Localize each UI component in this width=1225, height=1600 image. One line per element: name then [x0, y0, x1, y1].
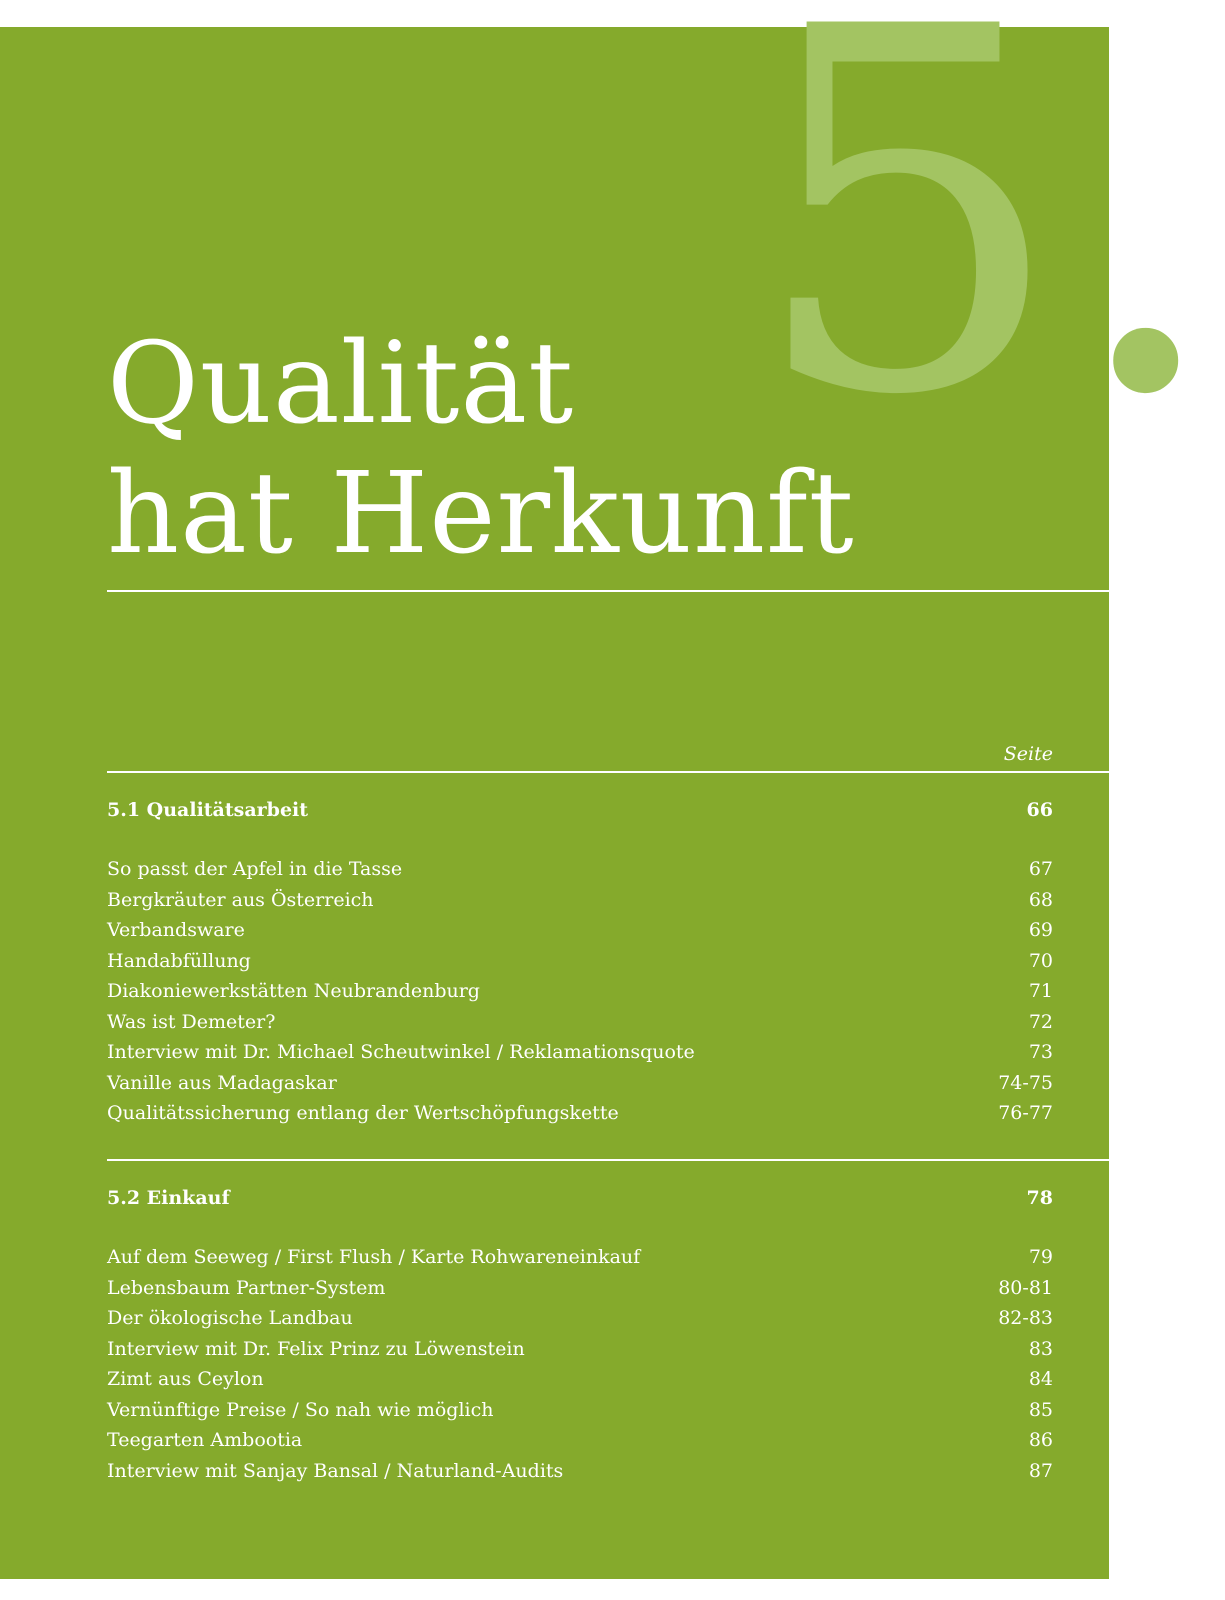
- toc-entry-title: Vanille aus Madagaskar: [107, 1071, 337, 1094]
- toc-section-title: 5.2 Einkauf: [107, 1187, 230, 1209]
- toc-entry-page: 82-83: [998, 1307, 1053, 1329]
- toc-entry-title: Lebensbaum Partner-System: [107, 1276, 386, 1299]
- toc-section-title: 5.1 Qualitätsarbeit: [107, 799, 309, 821]
- toc-entry-title: Auf dem Seeweg / First Flush / Karte Rohwareneinkauf: [107, 1246, 641, 1268]
- toc-entry[interactable]: [107, 976, 1053, 1007]
- toc-entry-page: 74-75: [998, 1071, 1053, 1094]
- toc-entry[interactable]: [107, 1395, 1053, 1426]
- toc-entry-title: Zimt aus Ceylon: [107, 1368, 264, 1390]
- toc-entry-page: 73: [1028, 1041, 1053, 1063]
- toc-entry-page: 71: [1028, 980, 1053, 1002]
- toc-entry-title: Interview mit Dr. Felix Prinz zu Löwenstein: [107, 1337, 525, 1360]
- toc-entry[interactable]: [107, 1242, 1053, 1273]
- toc-entry-title: Verbandsware: [107, 919, 245, 941]
- toc-entry-page: 68: [1028, 888, 1053, 911]
- toc-entry[interactable]: [107, 1425, 1053, 1456]
- toc-entry-title: Diakoniewerkstätten Neubrandenburg: [107, 980, 480, 1002]
- chapter-number: 5.: [748, 0, 1225, 504]
- page-column-header: Seite: [1003, 743, 1053, 765]
- toc-entry[interactable]: [107, 1364, 1053, 1395]
- toc-entry[interactable]: [107, 1098, 1053, 1129]
- toc-entry-page: 84: [1028, 1368, 1053, 1390]
- toc-entry-page: 80-81: [998, 1276, 1053, 1299]
- toc-entry-page: 86: [1028, 1429, 1053, 1451]
- toc-section-heading[interactable]: [107, 799, 1053, 821]
- toc-entry-page: 70: [1028, 949, 1053, 972]
- toc-entry-page: 76-77: [998, 1102, 1053, 1124]
- toc-entry-title: Interview mit Dr. Michael Scheutwinkel / Reklamationsquote: [107, 1041, 695, 1063]
- toc-entry-page: 83: [1028, 1337, 1053, 1360]
- toc-entry-page: 69: [1028, 919, 1053, 941]
- title-divider: [107, 590, 1109, 592]
- toc-entry[interactable]: [107, 1456, 1053, 1487]
- toc-entry[interactable]: [107, 1007, 1053, 1038]
- chapter-title: [107, 319, 855, 579]
- toc-entry-title: Vernünftige Preise / So nah wie möglich: [107, 1398, 494, 1421]
- toc-entry-title: So passt der Apfel in die Tasse: [107, 858, 403, 880]
- toc-entry-title: Qualitätssicherung entlang der Wertschöpfungskette: [107, 1102, 619, 1124]
- chapter-title-line-2: hat Herkunft: [107, 449, 855, 579]
- toc-entry[interactable]: [107, 946, 1053, 977]
- toc-divider-top: [107, 771, 1109, 773]
- toc-entry[interactable]: [107, 1273, 1053, 1304]
- toc-entry-page: 79: [1028, 1246, 1053, 1268]
- toc-entry-title: Teegarten Ambootia: [107, 1429, 303, 1451]
- toc-entry-title: Interview mit Sanjay Bansal / Naturland-Audits: [107, 1459, 564, 1482]
- toc-entry-list: [107, 854, 1053, 1129]
- toc-entry-title: Handabfüllung: [107, 949, 251, 972]
- toc-entry-page: 72: [1028, 1010, 1053, 1033]
- toc-entry-list: [107, 1242, 1053, 1486]
- toc-entry[interactable]: [107, 915, 1053, 946]
- toc-entry-page: 67: [1028, 858, 1053, 880]
- toc-section-page: 78: [1026, 1187, 1053, 1209]
- toc-entry-title: Bergkräuter aus Österreich: [107, 888, 374, 911]
- toc-entry-title: Der ökologische Landbau: [107, 1307, 353, 1329]
- chapter-title-line-1: Qualität: [107, 319, 575, 449]
- toc-section-divider: [107, 1159, 1109, 1161]
- toc-entry[interactable]: [107, 1068, 1053, 1099]
- toc-entry-page: 85: [1028, 1398, 1053, 1421]
- toc-section-page: 66: [1026, 799, 1053, 821]
- toc-entry[interactable]: [107, 1334, 1053, 1365]
- toc-entry[interactable]: [107, 854, 1053, 885]
- toc-entry[interactable]: [107, 885, 1053, 916]
- toc-entry-title: Was ist Demeter?: [107, 1010, 276, 1033]
- toc-entry-page: 87: [1028, 1459, 1053, 1482]
- toc-entry[interactable]: [107, 1037, 1053, 1068]
- toc-section-heading[interactable]: [107, 1187, 1053, 1209]
- toc-entry[interactable]: [107, 1303, 1053, 1334]
